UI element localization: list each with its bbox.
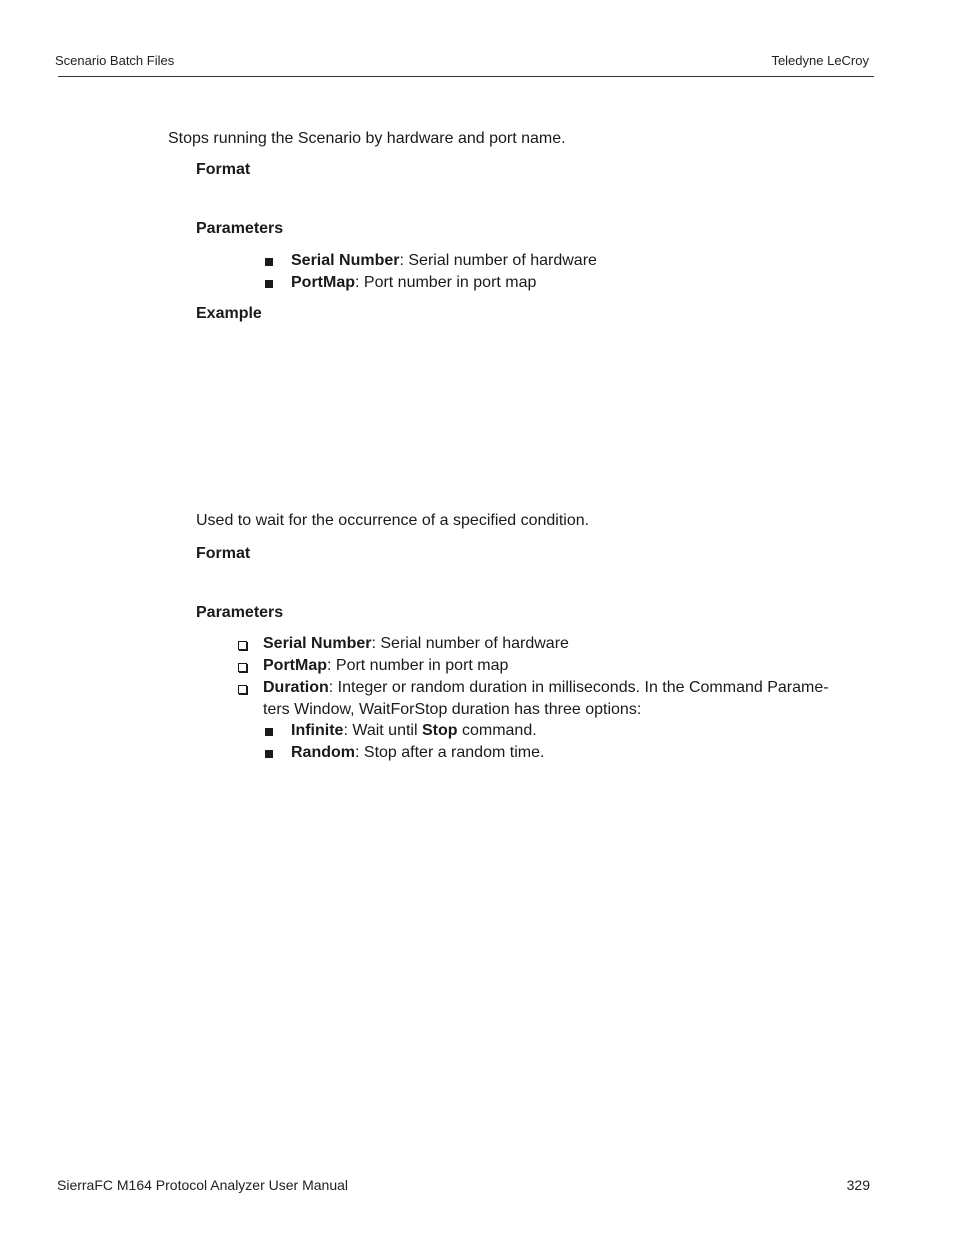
header-rule xyxy=(58,76,874,77)
section2-param-portmap: PortMap: Port number in port map xyxy=(263,657,509,674)
square-bullet-icon xyxy=(265,258,273,266)
page-number: 329 xyxy=(846,1177,870,1193)
section2-param-duration-continued: ters Window, WaitForStop duration has three options: xyxy=(263,701,642,718)
duration-option-infinite: Infinite: Wait until Stop command. xyxy=(291,722,537,739)
duration-option-random: Random: Stop after a random time. xyxy=(291,744,545,761)
checkbox-bullet-icon xyxy=(238,685,247,694)
section1-description: Stops running the Scenario by hardware and port name. xyxy=(168,130,566,147)
section2-param-serial-number: Serial Number: Serial number of hardware xyxy=(263,635,569,652)
running-header-right: Teledyne LeCroy xyxy=(771,53,869,68)
section2-description: Used to wait for the occurrence of a specified condition. xyxy=(196,512,590,529)
checkbox-bullet-icon xyxy=(238,641,247,650)
running-footer-title: SierraFC M164 Protocol Analyzer User Manual xyxy=(57,1177,349,1193)
section2-parameters-heading: Parameters xyxy=(196,604,284,621)
square-bullet-icon xyxy=(265,728,273,736)
section1-parameters-heading: Parameters xyxy=(196,220,284,237)
section1-param-serial-number: Serial Number: Serial number of hardware xyxy=(291,252,597,269)
section2-param-duration: Duration: Integer or random duration in milliseconds. In the Command Parame- xyxy=(263,679,829,696)
section2-format-heading: Format xyxy=(196,545,251,562)
running-header-left: Scenario Batch Files xyxy=(55,53,175,68)
section1-example-heading: Example xyxy=(196,305,262,322)
section1-param-portmap: PortMap: Port number in port map xyxy=(291,274,537,291)
square-bullet-icon xyxy=(265,750,273,758)
section1-format-heading: Format xyxy=(196,161,251,178)
square-bullet-icon xyxy=(265,280,273,288)
checkbox-bullet-icon xyxy=(238,663,247,672)
